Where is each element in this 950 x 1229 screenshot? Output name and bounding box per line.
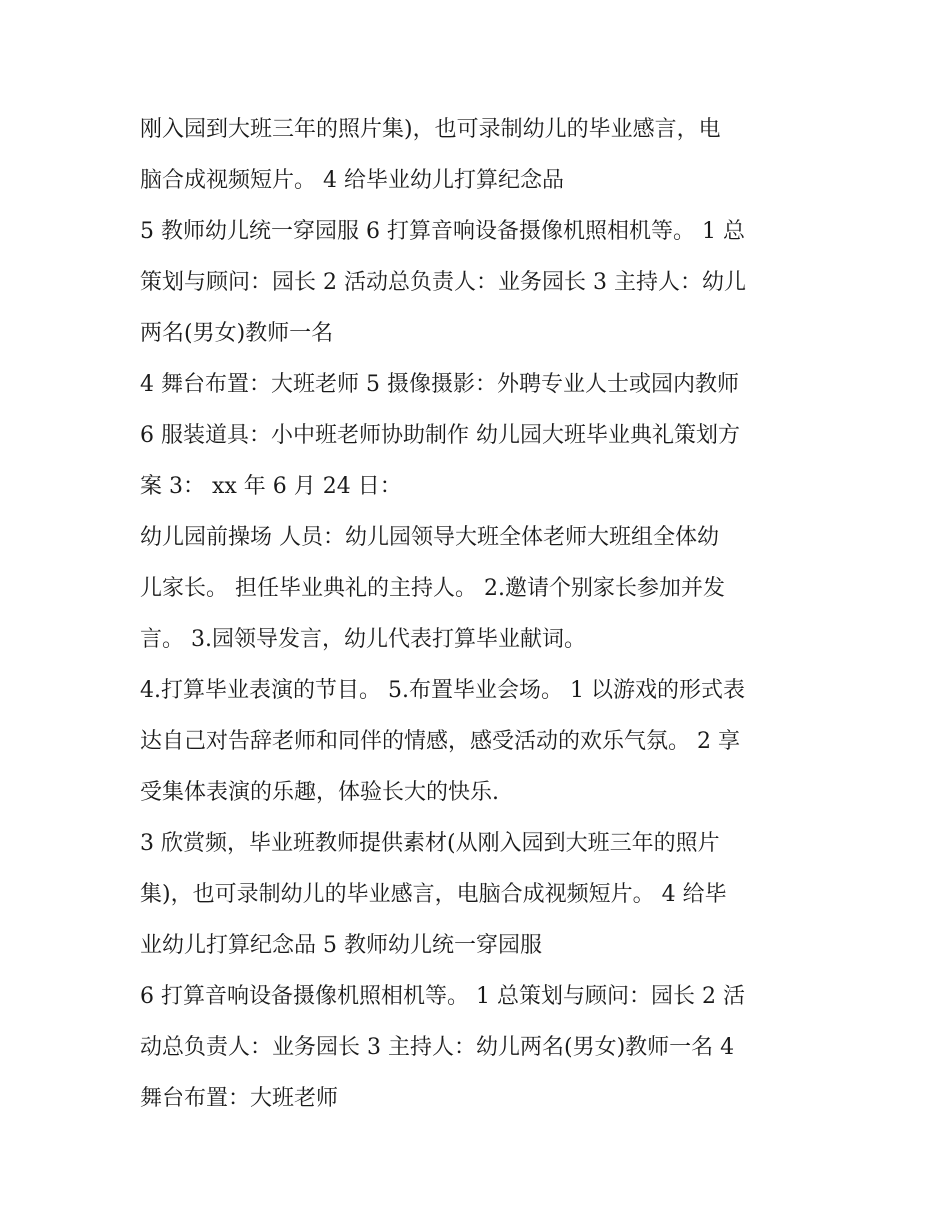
text-line: 3 欣赏频，毕业班教师提供素材(从刚入园到大班三年的照片 xyxy=(140,831,720,856)
text-line: 受集体表演的乐趣，体验长大的快乐. xyxy=(140,780,499,805)
text-line: 6 打算音响设备摄像机照相机等。 1 总策划与顾问：园长 2 活 xyxy=(140,984,745,1009)
text-line: 5 教师幼儿统一穿园服 6 打算音响设备摄像机照相机等。 1 总 xyxy=(140,219,745,244)
text-line: 刚入园到大班三年的照片集)，也可录制幼儿的毕业感言，电 xyxy=(140,117,721,142)
text-line: 4 舞台布置：大班老师 5 摄像摄影：外聘专业人士或园内教师 xyxy=(140,372,739,397)
text-line: 儿家长。 担任毕业典礼的主持人。 2.邀请个别家长参加并发 xyxy=(140,576,725,601)
text-line: 脑合成视频短片。 4 给毕业幼儿打算纪念品 xyxy=(140,168,564,193)
text-line: 幼儿园前操场 人员：幼儿园领导大班全体老师大班组全体幼 xyxy=(140,525,719,550)
text-line: 舞台布置：大班老师 xyxy=(140,1086,339,1111)
text-line: 案 3： xx 年 6 月 24 日： xyxy=(140,474,402,499)
text-line: 达自己对告辞老师和同伴的情感，感受活动的欢乐气氛。 2 享 xyxy=(140,729,740,754)
text-line: 策划与顾问：园长 2 活动总负责人：业务园长 3 主持人：幼儿 xyxy=(140,270,746,295)
text-line: 言。 3.园领导发言，幼儿代表打算毕业献词。 xyxy=(140,627,586,652)
text-line: 4.打算毕业表演的节目。 5.布置毕业会场。 1 以游戏的形式表 xyxy=(140,678,745,703)
text-line: 业幼儿打算纪念品 5 教师幼儿统一穿园服 xyxy=(140,933,542,958)
text-line: 两名(男女)教师一名 xyxy=(140,321,334,346)
document-body xyxy=(140,104,820,1124)
text-line: 动总负责人：业务园长 3 主持人：幼儿两名(男女)教师一名 4 xyxy=(140,1035,735,1060)
text-line: 集)，也可录制幼儿的毕业感言，电脑合成视频短片。 4 给毕 xyxy=(140,882,727,907)
text-line: 6 服装道具：小中班老师协助制作 幼儿园大班毕业典礼策划方 xyxy=(140,423,740,448)
